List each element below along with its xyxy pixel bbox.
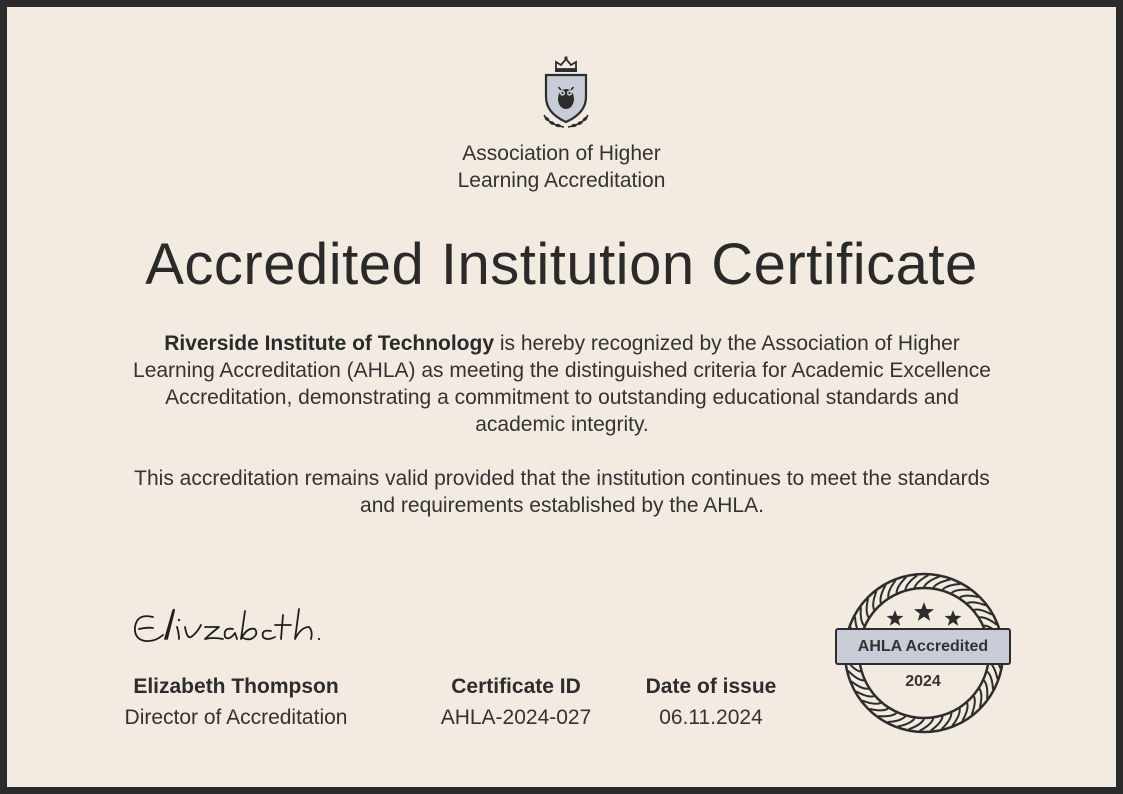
validity-statement: This accreditation remains valid provided that the institution continues to meet the standards and requirements established by the AHLA. (134, 467, 990, 517)
certificate-page (7, 7, 1116, 787)
signatory-block (96, 671, 376, 733)
rope-twist (980, 689, 982, 708)
seal-year: 2024 (905, 673, 941, 690)
rope-twist (924, 577, 940, 587)
certificate-title: Accredited Institution Certificate (145, 232, 978, 297)
star-icon (887, 610, 904, 626)
institution-name: Riverside Institute of Technology (164, 332, 495, 355)
rope-twist (888, 716, 906, 722)
rope-twist (987, 672, 993, 690)
certificate-id-block (401, 671, 631, 733)
certificate-id-label: Certificate ID (451, 675, 581, 698)
rope-twist (984, 680, 987, 698)
rope-twist (862, 701, 881, 704)
certificate-id-value: AHLA-2024-027 (440, 706, 592, 729)
recognition-statement (122, 330, 1002, 438)
rope-twist (967, 602, 986, 605)
rope-twist (878, 713, 896, 716)
rope-twist (951, 590, 969, 593)
rope-twist (960, 596, 979, 598)
issue-date-block (611, 671, 811, 733)
star-icon (914, 602, 934, 621)
rope-twist (943, 584, 961, 590)
certificate-body (122, 330, 1002, 519)
rope-twist (972, 696, 975, 715)
seal-label: AHLA Accredited (835, 628, 1011, 665)
signature (125, 603, 355, 663)
rope-twist (909, 719, 925, 729)
rope-twist (867, 599, 869, 618)
rope-twist (873, 591, 876, 610)
rope-twist (870, 709, 889, 711)
signatory-role: Director of Accreditation (124, 706, 348, 729)
issue-date-label: Date of issue (645, 675, 777, 698)
recognition-text: is hereby recognized by the Association of Higher Learning Accreditation (AHLA) as meeting the distinguished criteria for Academic Excellence Accreditation, demonstrating a commitment to outstanding educational standards and academic integrity. (133, 332, 991, 436)
owl-shield-crest-icon (534, 53, 598, 129)
organization-name-line1: Association of Higher (462, 142, 661, 165)
rope-twist (861, 607, 864, 625)
organization-name-line2: Learning Accreditation (457, 169, 666, 192)
star-icon (945, 610, 962, 626)
signatory-name: Elizabeth Thompson (133, 675, 339, 698)
organization-name (7, 140, 1116, 194)
issue-date-value: 06.11.2024 (659, 706, 763, 729)
